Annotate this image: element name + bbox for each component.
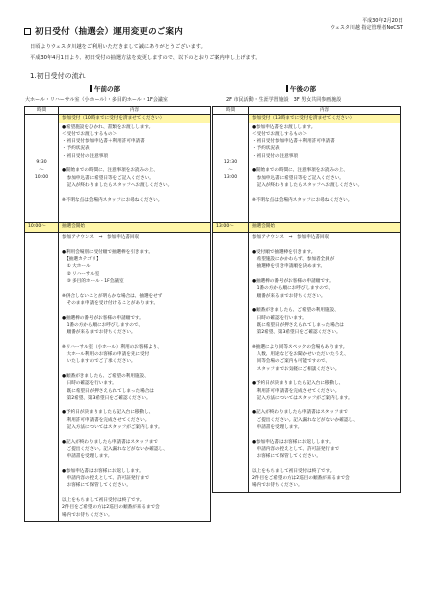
lottery-empty-time-cell: [25, 233, 59, 522]
note-line: ●記入が終わりましたら申請書はスタッフまで: [252, 410, 348, 416]
note-line: ●予約日が決まりましたら記入台に移動し、: [62, 410, 154, 416]
lottery-content-cell: [59, 233, 211, 522]
reception-badge: [59, 115, 210, 122]
note-line: ※不明な点は会場内スタッフにお尋ねください。: [252, 197, 353, 203]
note-line: ① 大ホール: [62, 264, 91, 270]
time-end: 13:00: [223, 174, 238, 180]
reception-notes: [252, 124, 397, 204]
note-line: [62, 189, 207, 196]
note-line: いたしますのでご了承ください。: [62, 359, 136, 365]
note-line: ＜受付でお渡しするもの＞: [252, 131, 308, 137]
note-line: [252, 431, 397, 438]
reception-badge-text: 参加受付（13時までに受付を済ませてください）: [252, 116, 355, 122]
col-header-time: 時間: [25, 107, 59, 115]
issue-date: 平成30年2月20日: [362, 18, 403, 24]
morning-schedule-table: [24, 106, 211, 522]
note-line: 2件目をご希望の方は2巡目の順番が来るまで会: [252, 476, 350, 482]
note-line: [62, 285, 207, 292]
note-line: 参加申込書に希望日等をご記入ください。: [62, 175, 154, 181]
note-line: 記入が終わりましたらスタッフへお渡しください。: [252, 182, 363, 188]
note-line: ●抽選棒の番号がお客様の申請順です。: [252, 279, 334, 285]
lottery-label-cell: 抽選会開始: [249, 223, 401, 233]
note-line: ※リハーサル室（小ホール）利用のお客様より、: [62, 344, 162, 350]
note-line: ・初日受付参加申込書＋利用許可申請書: [252, 139, 335, 145]
note-line: 抽選棒を引き申請順を決めます。: [252, 264, 326, 270]
note-line: ※不明な点は会場内スタッフにお尋ねください。: [62, 197, 163, 203]
note-line: 参加申込書に希望日等をご記入ください。: [252, 175, 344, 181]
note-line: ●順番がきましたら、ご希望の利用施設、: [252, 308, 339, 314]
note-line: [62, 366, 207, 373]
col-header-content: 内容: [59, 107, 211, 115]
header-info: [330, 18, 403, 32]
note-line: [62, 160, 207, 167]
intro-line: 日頃よりウェスタ川越をご利用いただきまして誠にありがとうございます。: [30, 44, 206, 50]
reception-content-cell: [249, 115, 401, 223]
note-line: 日時の確認を行います。: [62, 381, 117, 387]
note-line: ●記入が終わりましたら申請書はスタッフまで: [62, 439, 158, 445]
afternoon-venue: 2F 市民活動・生涯学習施設 3F 男女共同参画施設: [226, 97, 342, 103]
reception-time-cell: [213, 115, 249, 223]
afternoon-heading: [286, 84, 316, 93]
reception-time-cell: [25, 115, 59, 223]
afternoon-heading-text: 午後の部: [290, 85, 316, 93]
note-line: 第2希望、第3希望日をご確認ください。: [62, 395, 151, 401]
note-line: ・初日受付の注意事項: [62, 153, 108, 159]
reception-notes: [62, 124, 207, 204]
lottery-notes: [252, 234, 397, 489]
time-separator: ～: [39, 167, 44, 173]
lottery-label-cell: 抽選会開始: [59, 223, 211, 233]
note-line: ●参加申込書をお渡しします。: [252, 124, 316, 130]
note-line: [62, 307, 207, 314]
lottery-content-cell: [249, 233, 401, 492]
note-line: [62, 431, 207, 438]
note-line: ・予約状況表: [252, 146, 280, 152]
note-line: 申請内容の控えとして、許可証発行まで: [62, 476, 150, 482]
note-line: 利用許可申請書を完成させてください。: [252, 388, 340, 394]
note-line: ・初日受付の注意事項: [252, 153, 298, 159]
reception-badge: [249, 115, 400, 122]
lottery-time-cell: 10:00～: [25, 223, 59, 233]
note-line: 参加アナウンス ⇒ 参加申込書回収: [62, 235, 140, 241]
heading-bar-icon: [90, 85, 92, 92]
note-line: [62, 490, 207, 497]
note-line: [252, 373, 397, 380]
note-line: 以上をもちまして初日受付は終了です。: [252, 468, 335, 474]
note-line: 利用許可申請書を完成させてください。: [62, 417, 150, 423]
note-line: 既に希望日が押さえられてしまった場合は: [252, 322, 344, 328]
lottery-time-cell: 13:00～: [213, 223, 249, 233]
note-line: ●開始までの時間に、注意事項をお読みの上、: [252, 168, 348, 174]
note-line: 場内でお待ちください。: [252, 483, 303, 489]
note-line: ＜受付でお渡しするもの＞: [62, 131, 118, 137]
intro-line: 平成30年4月1日より、初日受付の抽選方法を変更しますので、以下のとおりご案内申し上げます。: [30, 55, 261, 61]
note-line: 1番の方から順にお呼びしますので、: [252, 286, 333, 292]
note-line: ●開始までの時間に、注意事項をお読みの上、: [62, 168, 158, 174]
time-end: 10:00: [34, 174, 49, 180]
note-line: ●利用会場別に受付順で抽選棒を引きます。: [62, 249, 153, 255]
time-start: 9:30: [36, 160, 47, 166]
note-line: [62, 461, 207, 468]
note-line: ご提出ください。記入漏れなどがないか確認し、: [252, 417, 358, 423]
note-line: ※併合しないことが明らかな場合は、抽選をせず: [62, 293, 163, 299]
note-line: [252, 402, 397, 409]
note-line: 場内でお待ちください。: [62, 512, 113, 518]
time-separator: ～: [228, 167, 233, 173]
note-line: 希望施設にかかわらず、参加者全員が: [252, 257, 335, 263]
note-line: ●順番がきましたら、ご希望の利用施設、: [62, 373, 149, 379]
note-line: ●参加申込書はお客様にお返しします。: [252, 439, 334, 445]
note-line: 順番が来るまでお待ちください。: [62, 330, 136, 336]
note-line: 以上をもちまして初日受付は終了です。: [62, 497, 145, 503]
note-line: ●受付順で抽選棒を引きます。: [252, 249, 316, 255]
note-line: [62, 402, 207, 409]
note-line: 日時の確認を行います。: [252, 315, 307, 321]
note-line: [252, 189, 397, 196]
note-line: [252, 271, 397, 278]
morning-heading: [90, 84, 120, 93]
note-line: ③ 多目的ホール・1F会議室: [62, 279, 124, 285]
note-line: 既に希望日が押さえられてしまった場合は: [62, 388, 154, 394]
issuer: ウェスタ川越 指定管理者NeCST: [330, 25, 403, 31]
note-line: ※抽選により同等スペックの会場もあります。: [252, 344, 348, 350]
note-line: [252, 160, 397, 167]
note-line: 1番の方から順にお呼びしますので、: [62, 322, 143, 328]
note-line: 第2希望、第3希望日をご確認ください。: [252, 330, 341, 336]
note-line: 2件目をご希望の方は2巡目の順番が来るまで会: [62, 505, 160, 511]
note-line: そのまま申請を受け付けることがあります。: [62, 300, 159, 306]
note-line: 申請書を受理します。: [252, 425, 303, 431]
title-text: 初日受付（抽選会）運用変更のご案内: [35, 27, 183, 37]
afternoon-schedule-table: [212, 106, 401, 493]
note-line: 順番が来るまでお待ちください。: [252, 293, 326, 299]
note-line: [252, 336, 397, 343]
note-line: ●抽選棒の番号がお客様の申請順です。: [62, 315, 144, 321]
note-line: 記入方法についてはスタッフがご案内します。: [252, 395, 353, 401]
note-line: ② リハーサル室: [62, 271, 100, 277]
page-title: [24, 25, 183, 37]
section-title: 1.初日受付の流れ: [30, 72, 86, 80]
note-line: [252, 300, 397, 307]
col-header-time: 時間: [213, 107, 249, 115]
intro-text: [30, 42, 410, 64]
note-line: 記入が終わりましたらスタッフへお渡しください。: [62, 182, 173, 188]
note-line: 人数、用途などをお聞かせいただいたうえ、: [252, 352, 349, 358]
reception-badge-text: 参加受付（10時までに受付を済ませてください）: [62, 116, 165, 122]
note-line: ・予約状況表: [62, 146, 90, 152]
checkbox-icon: [24, 28, 31, 35]
note-line: [62, 242, 207, 249]
note-line: 【抽選カテゴリ】: [62, 257, 101, 263]
note-line: [252, 461, 397, 468]
note-line: スタッフまでお気軽にご相談ください。: [252, 366, 340, 372]
heading-bar-icon: [286, 85, 288, 92]
note-line: 申請内容の控えとして、許可証発行まで: [252, 446, 340, 452]
note-line: ・初日受付参加申込書＋利用許可申請書: [62, 139, 145, 145]
reception-content-cell: [59, 115, 211, 223]
note-line: お客様にて保管してください。: [252, 454, 321, 460]
time-start: 12:30: [223, 160, 238, 166]
note-line: 大ホール利用のお客様の申請を先に受付: [62, 352, 150, 358]
note-line: [62, 336, 207, 343]
lottery-notes: [62, 234, 207, 519]
note-line: 記入方法についてはスタッフがご案内します。: [62, 425, 163, 431]
note-line: 申請書を受理します。: [62, 454, 113, 460]
note-line: ●参加申込書はお客様にお返しします。: [62, 468, 144, 474]
note-line: ご提出ください。記入漏れなどがないか確認し、: [62, 446, 168, 452]
note-line: ●予約日が決まりましたら記入台に移動し、: [252, 381, 344, 387]
morning-venue: 大ホール・リハーサル室（小ホール）・多目的ホール・1F会議室: [25, 97, 168, 103]
lottery-empty-time-cell: [213, 233, 249, 492]
note-line: ●希望施設をひかれ、書類をお渡しします。: [62, 124, 154, 130]
note-line: [252, 242, 397, 249]
col-header-content: 内容: [249, 107, 401, 115]
note-line: 参加アナウンス ⇒ 参加申込書回収: [252, 235, 330, 241]
note-line: 同等会場のご案内も可能ですので、: [252, 359, 331, 365]
note-line: お客様にて保管してください。: [62, 483, 131, 489]
morning-heading-text: 午前の部: [94, 85, 120, 93]
